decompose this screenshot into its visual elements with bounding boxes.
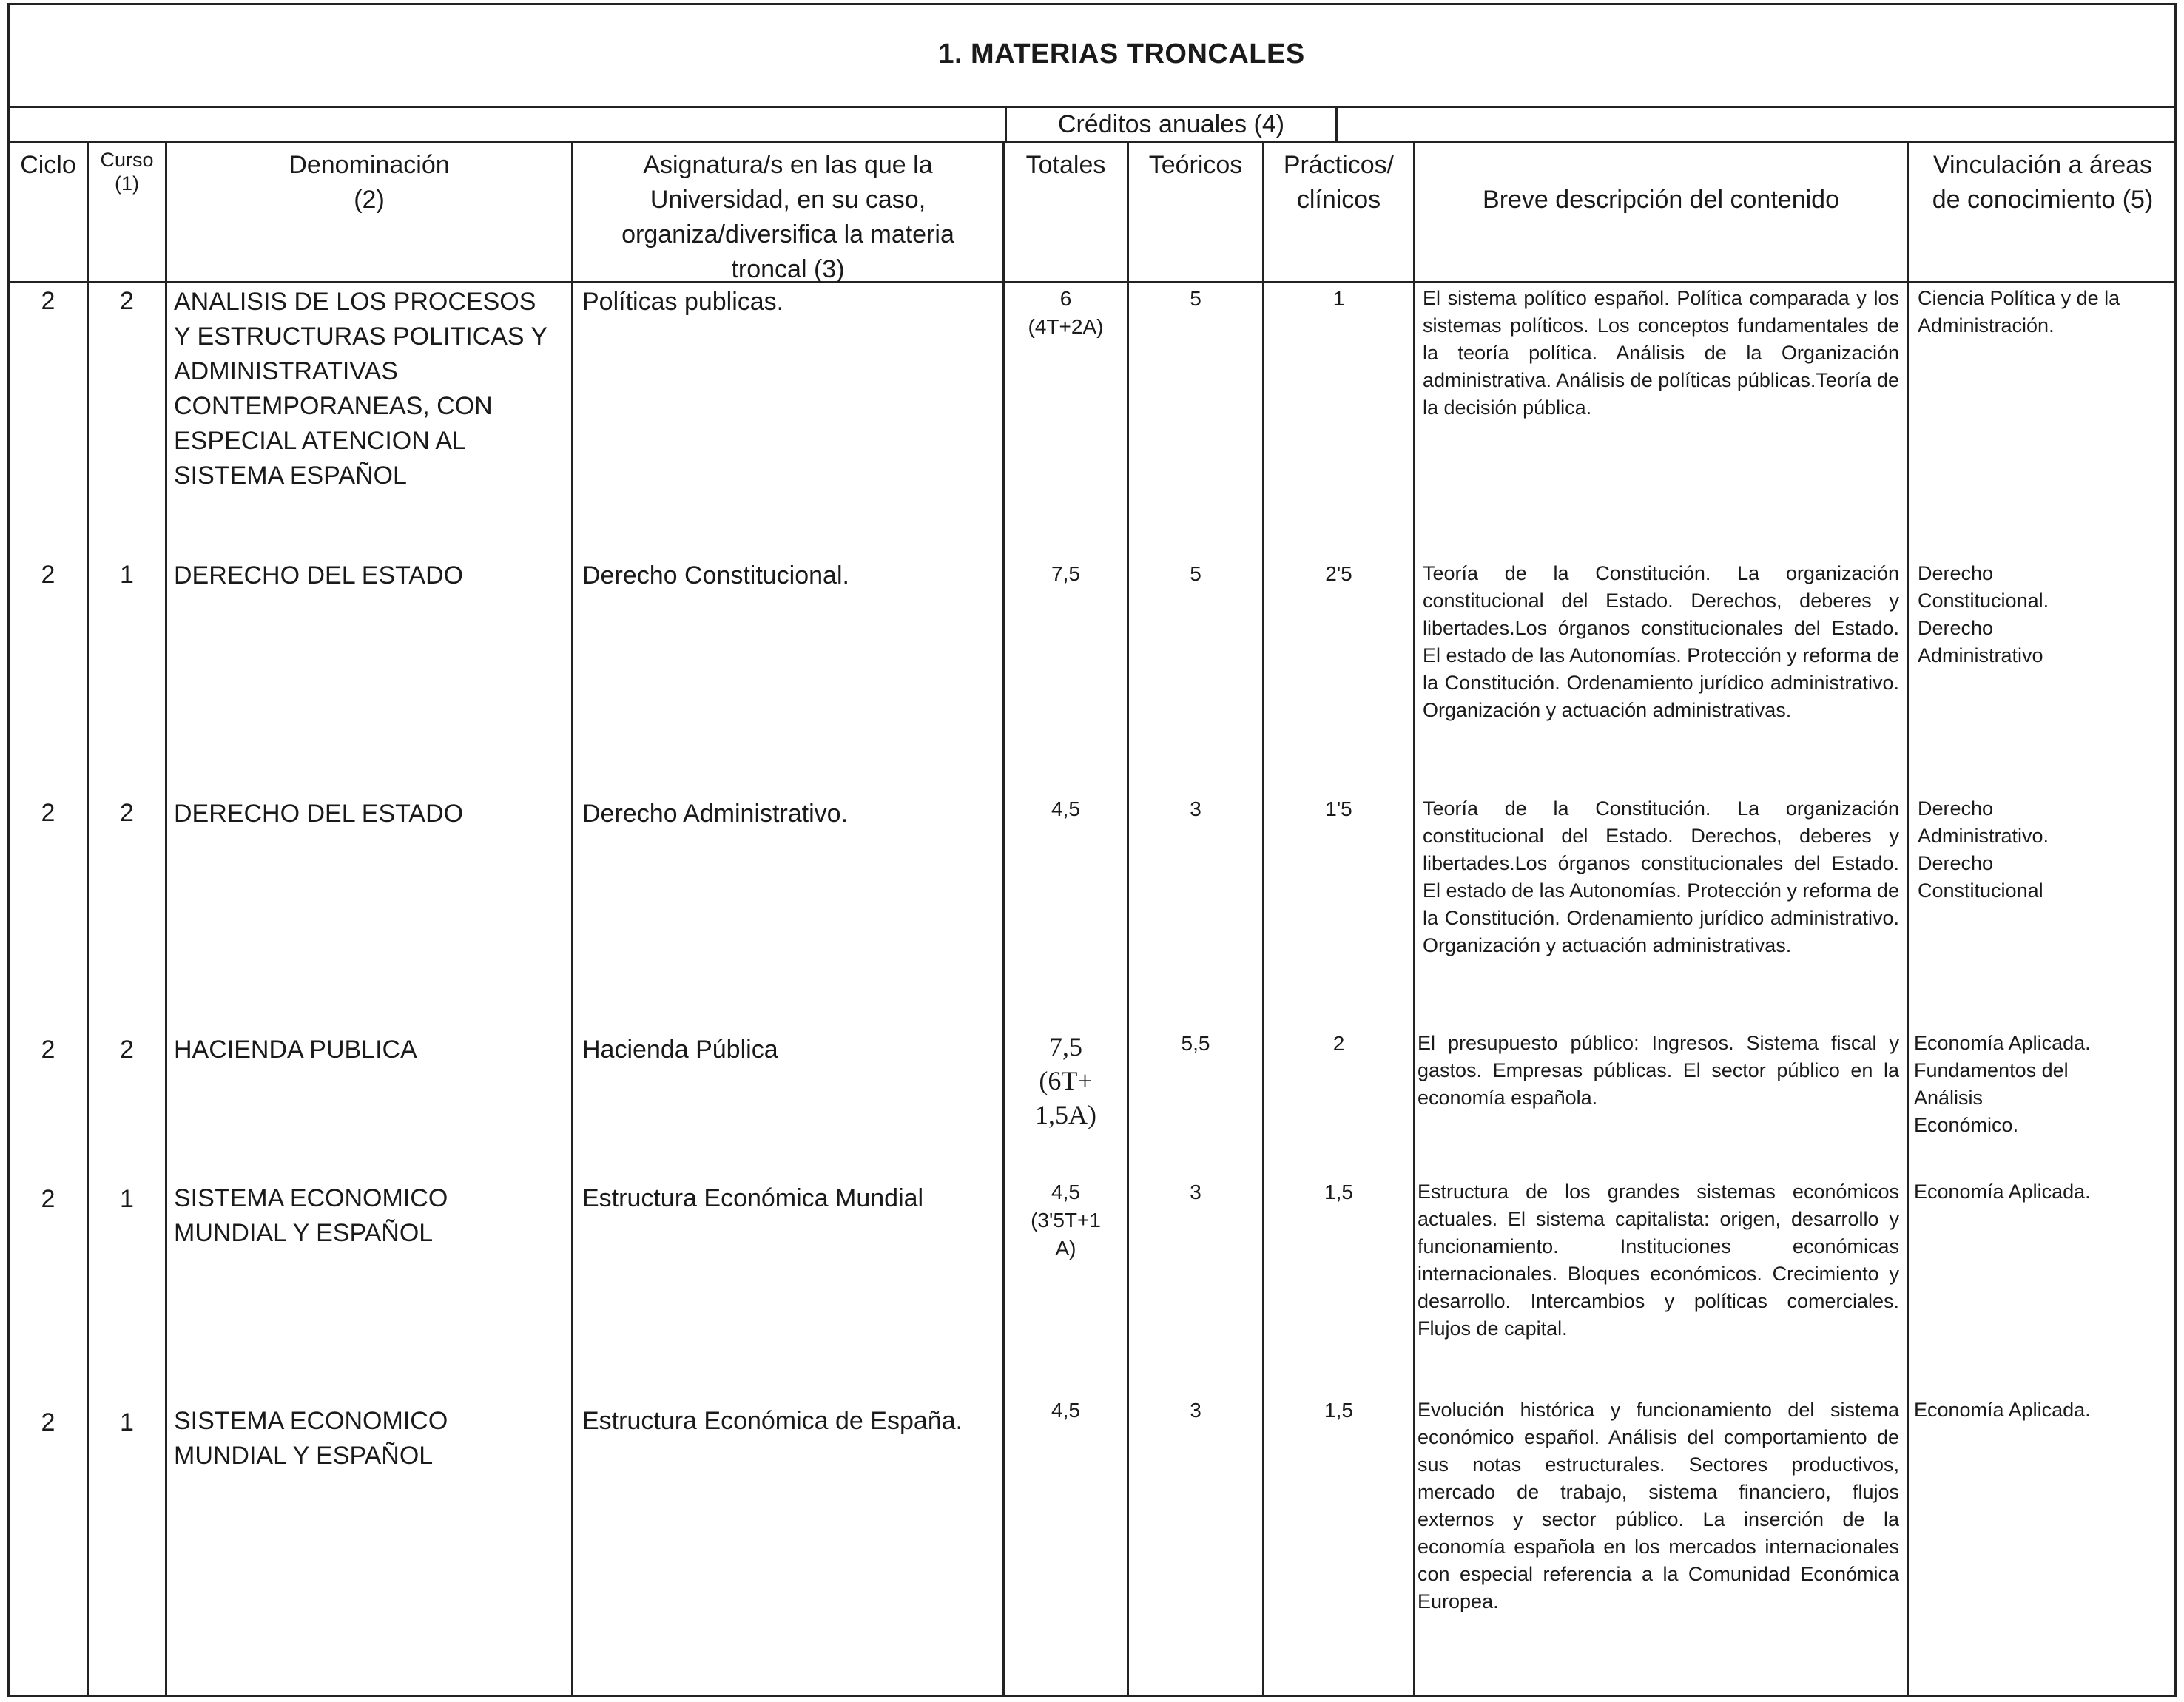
column-divider	[87, 143, 89, 1697]
row4-curso: 2	[120, 1036, 134, 1064]
row1-descripcion: El sistema político español. Política comparada y los sistemas políticos. Los conceptos fundamentales de la teoría política. Análisis de la Organización administrativa. Análisis de políticas públicas.Teoría de la decisión pública.	[1423, 287, 1899, 419]
column-divider	[571, 143, 573, 1697]
row1-teoricos: 5	[1190, 287, 1201, 310]
row2-practicos: 2'5	[1325, 562, 1352, 585]
row5-denominacion: SISTEMA ECONOMICO MUNDIAL Y ESPAÑOL	[174, 1184, 448, 1247]
row1-curso: 2	[120, 287, 134, 315]
row4-teoricos: 5,5	[1181, 1032, 1210, 1055]
row5-asignatura: Estructura Económica Mundial	[582, 1184, 924, 1212]
header-practicos: Prácticos/ clínicos	[1283, 151, 1395, 214]
column-divider	[1413, 143, 1415, 1697]
row2-vinculacion: Derecho Constitucional. Derecho Administrativo	[1918, 562, 2049, 666]
column-divider	[1907, 143, 1909, 1697]
row2-asignatura: Derecho Constitucional.	[582, 561, 849, 590]
header-denominacion: Denominación (2)	[289, 151, 450, 214]
row2-denominacion: DERECHO DEL ESTADO	[174, 561, 464, 590]
row4-denominacion: HACIENDA PUBLICA	[174, 1036, 417, 1064]
row3-totales: 4,5	[1051, 797, 1080, 820]
row5-teoricos: 3	[1190, 1181, 1201, 1203]
row3-practicos: 1'5	[1325, 797, 1352, 820]
credits-header-row	[7, 108, 2177, 143]
row6-totales: 4,5	[1051, 1399, 1080, 1422]
row6-ciclo: 2	[41, 1408, 55, 1436]
row5-ciclo: 2	[41, 1185, 55, 1213]
row6-descripcion: Evolución histórica y funcionamiento del sistema económico español. Análisis del comportamiento de sus notas estructurales. Sectores productivos, mercado de trabajo, sistema financiero, flujos externos y sector público. La inserción de la economía española en los mercados internacionales con especial referencia a la Comunidad Económica Europea.	[1418, 1399, 1899, 1612]
row5-descripcion: Estructura de los grandes sistemas económicos actuales. El sistema capitalista: origen, desarrollo y funcionamiento. Instituciones económicas internacionales. Bloques económicos. Crecimiento y desarrollo. Intercambios y políticas comerciales. Flujos de capital.	[1418, 1181, 1899, 1340]
row3-denominacion: DERECHO DEL ESTADO	[174, 800, 464, 828]
row6-teoricos: 3	[1190, 1399, 1201, 1422]
row5-practicos: 1,5	[1324, 1181, 1353, 1203]
row6-denominacion: SISTEMA ECONOMICO MUNDIAL Y ESPAÑOL	[174, 1407, 448, 1470]
header-ciclo: Ciclo	[20, 151, 76, 179]
row5-curso: 1	[120, 1185, 134, 1213]
row3-teoricos: 3	[1190, 797, 1201, 820]
credits-header: Créditos anuales (4)	[1005, 108, 1338, 141]
row3-curso: 2	[120, 799, 134, 827]
header-teoricos: Teóricos	[1148, 151, 1243, 179]
row1-vinculacion: Ciencia Política y de la Administración.	[1918, 287, 2120, 337]
row1-ciclo: 2	[41, 287, 55, 315]
row6-practicos: 1,5	[1324, 1399, 1353, 1422]
header-descripcion: Breve descripción del contenido	[1483, 186, 1839, 214]
header-curso: Curso (1)	[100, 149, 154, 195]
row2-curso: 1	[120, 561, 134, 589]
row1-practicos: 1	[1332, 287, 1345, 310]
row4-practicos: 2	[1332, 1032, 1345, 1055]
row4-totales: 7,5 (6T+ 1,5A)	[1035, 1032, 1096, 1129]
row3-asignatura: Derecho Administrativo.	[582, 800, 849, 828]
row2-totales: 7,5	[1051, 562, 1080, 585]
row4-ciclo: 2	[41, 1036, 55, 1064]
column-divider	[1002, 143, 1005, 1697]
row2-ciclo: 2	[41, 561, 55, 589]
row6-curso: 1	[120, 1408, 134, 1436]
header-totales: Totales	[1025, 151, 1106, 179]
row4-descripcion: El presupuesto público: Ingresos. Sistema fiscal y gastos. Empresas públicas. El sector público en la economía española.	[1418, 1032, 1899, 1109]
row2-descripcion: Teoría de la Constitución. La organización constitucional del Estado. Derechos, deberes y libertades.Los órganos constitucionales del Estado. El estado de las Autonomías. Protección y reforma de la Constitución. Ordenamiento jurídico administrativo. Organización y actuación administrativas.	[1423, 562, 1899, 721]
row3-descripcion: Teoría de la Constitución. La organización constitucional del Estado. Derechos, deberes y libertades.Los órganos constitucionales del Estado. El estado de las Autonomías. Protección y reforma de la Constitución. Ordenamiento jurídico administrativo. Organización y actuación administrativas.	[1423, 797, 1899, 956]
row6-asignatura: Estructura Económica de España.	[582, 1407, 963, 1435]
row3-vinculacion: Derecho Administrativo. Derecho Constitucional	[1918, 797, 2049, 902]
header-asignatura: Asignatura/s en las que la Universidad, en su caso, organiza/diversifica la materia troncal (3)	[621, 151, 954, 283]
header-divider	[7, 281, 2177, 283]
column-divider	[1262, 143, 1264, 1697]
row3-ciclo: 2	[41, 799, 55, 827]
row2-teoricos: 5	[1190, 562, 1201, 585]
row1-totales: 6 (4T+2A)	[1028, 287, 1104, 338]
row5-vinculacion: Economía Aplicada.	[1914, 1181, 2091, 1203]
row4-vinculacion: Economía Aplicada. Fundamentos del Análisis Económico.	[1914, 1032, 2091, 1136]
column-divider	[1127, 143, 1129, 1697]
column-divider	[165, 143, 167, 1697]
row6-vinculacion: Economía Aplicada.	[1914, 1399, 2091, 1421]
row1-asignatura: Políticas publicas.	[582, 288, 784, 316]
row5-totales: 4,5 (3'5T+1 A)	[1031, 1181, 1101, 1260]
table-title-row	[7, 3, 2177, 108]
row4-asignatura: Hacienda Pública	[582, 1036, 778, 1064]
page-title: 1. MATERIAS TRONCALES	[938, 38, 1305, 70]
row1-denominacion: ANALISIS DE LOS PROCESOS Y ESTRUCTURAS POLITICAS Y ADMINISTRATIVAS CONTEMPORANEAS, CON ESPECIAL ATENCION AL SISTEMA ESPAÑOL	[174, 288, 547, 490]
header-vinculacion: Vinculación a áreas de conocimiento (5)	[1932, 151, 2154, 214]
